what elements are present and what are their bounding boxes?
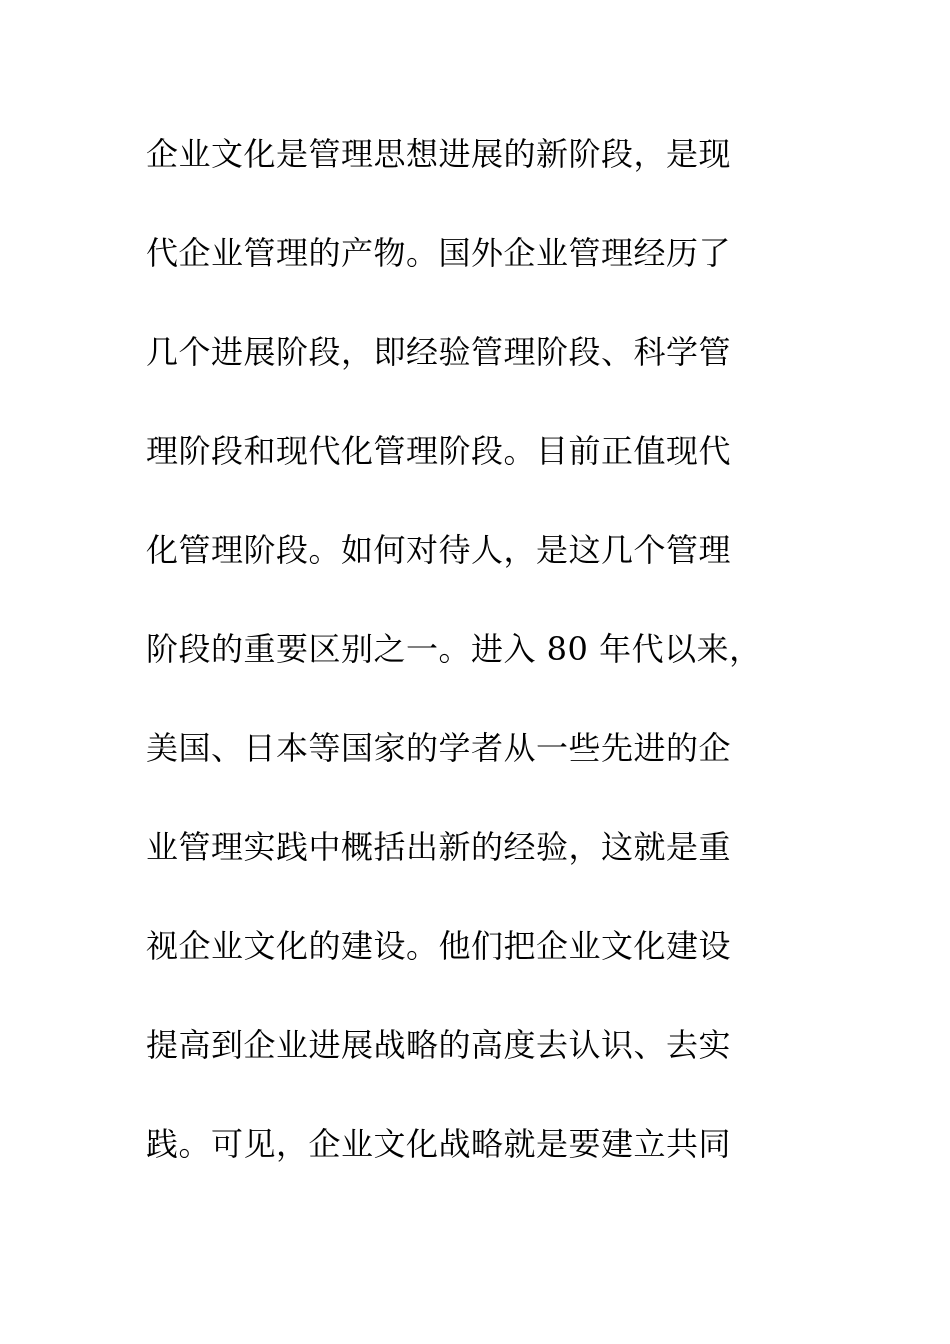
paragraph-line: 业管理实践中概括出新的经验，这就是重	[146, 828, 732, 866]
paragraph-line: 践。可见，企业文化战略就是要建立共同	[146, 1125, 732, 1163]
paragraph-line: 化管理阶段。如何对待人，是这几个管理	[146, 531, 732, 569]
paragraph-line: 视企业文化的建设。他们把企业文化建设	[146, 927, 732, 965]
paragraph-line: 美国、日本等国家的学者从一些先进的企	[146, 729, 732, 767]
paragraph-line: 代企业管理的产物。国外企业管理经历了	[146, 234, 732, 272]
paragraph-line: 提高到企业进展战略的高度去认识、去实	[146, 1026, 732, 1064]
paragraph-line: 企业文化是管理思想进展的新阶段，是现	[146, 135, 732, 173]
body-paragraph	[146, 128, 786, 1217]
paragraph-line: 阶段的重要区别之一。进入 80 年代以来，	[146, 630, 762, 668]
paragraph-line: 几个进展阶段，即经验管理阶段、科学管	[146, 333, 732, 371]
paragraph-line: 理阶段和现代化管理阶段。目前正值现代	[146, 432, 732, 470]
